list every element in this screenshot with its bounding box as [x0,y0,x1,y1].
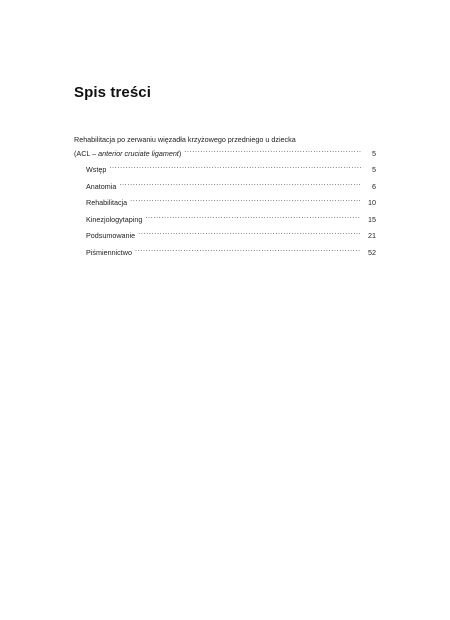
toc-item-label: Wstęp [86,165,107,174]
leader-dots [184,145,361,156]
toc-page-number: 6 [372,181,376,191]
leader-dots [138,227,361,238]
leader-dots [145,211,361,222]
toc-item-label: Podsumowanie [86,231,136,240]
table-of-contents [74,134,376,255]
toc-main-entry-line1: Rehabilitacja po zerwaniu więzadła krzyżowego przedniego u dziecka [74,135,296,144]
toc-main-italic: anterior cruciate ligament [98,149,179,158]
toc-page-number: 5 [372,165,376,174]
toc-page-number: 10 [368,198,376,207]
toc-item-pismiennictwo[interactable] [74,244,376,255]
toc-item-label: Kinezjologytaping [86,214,143,224]
toc-page-number: 5 [372,149,376,158]
leader-dots [119,178,361,189]
toc-item-label: Anatomia [86,181,117,191]
toc-page-number: 15 [368,214,376,224]
toc-main-entry-line2 [74,148,181,159]
leader-dots [109,161,361,172]
toc-item-kinezjologytaping[interactable] [74,211,376,222]
toc-item-podsumowanie[interactable] [74,227,376,238]
toc-item-rehabilitacja[interactable] [74,194,376,205]
toc-item-wstep[interactable] [74,161,376,172]
toc-main-entry[interactable] [74,145,376,156]
toc-main-prefix: (ACL – [74,149,99,158]
toc-page-number: 21 [368,231,376,240]
toc-item-label: Rehabilitacja [86,198,128,207]
leader-dots [130,194,361,205]
toc-page-number: 52 [368,247,376,257]
toc-main-suffix: ) [178,149,182,158]
page-title: Spis treści [74,84,151,101]
toc-item-label: Piśmiennictwo [86,247,132,257]
leader-dots [135,244,361,255]
toc-item-anatomia[interactable] [74,178,376,189]
